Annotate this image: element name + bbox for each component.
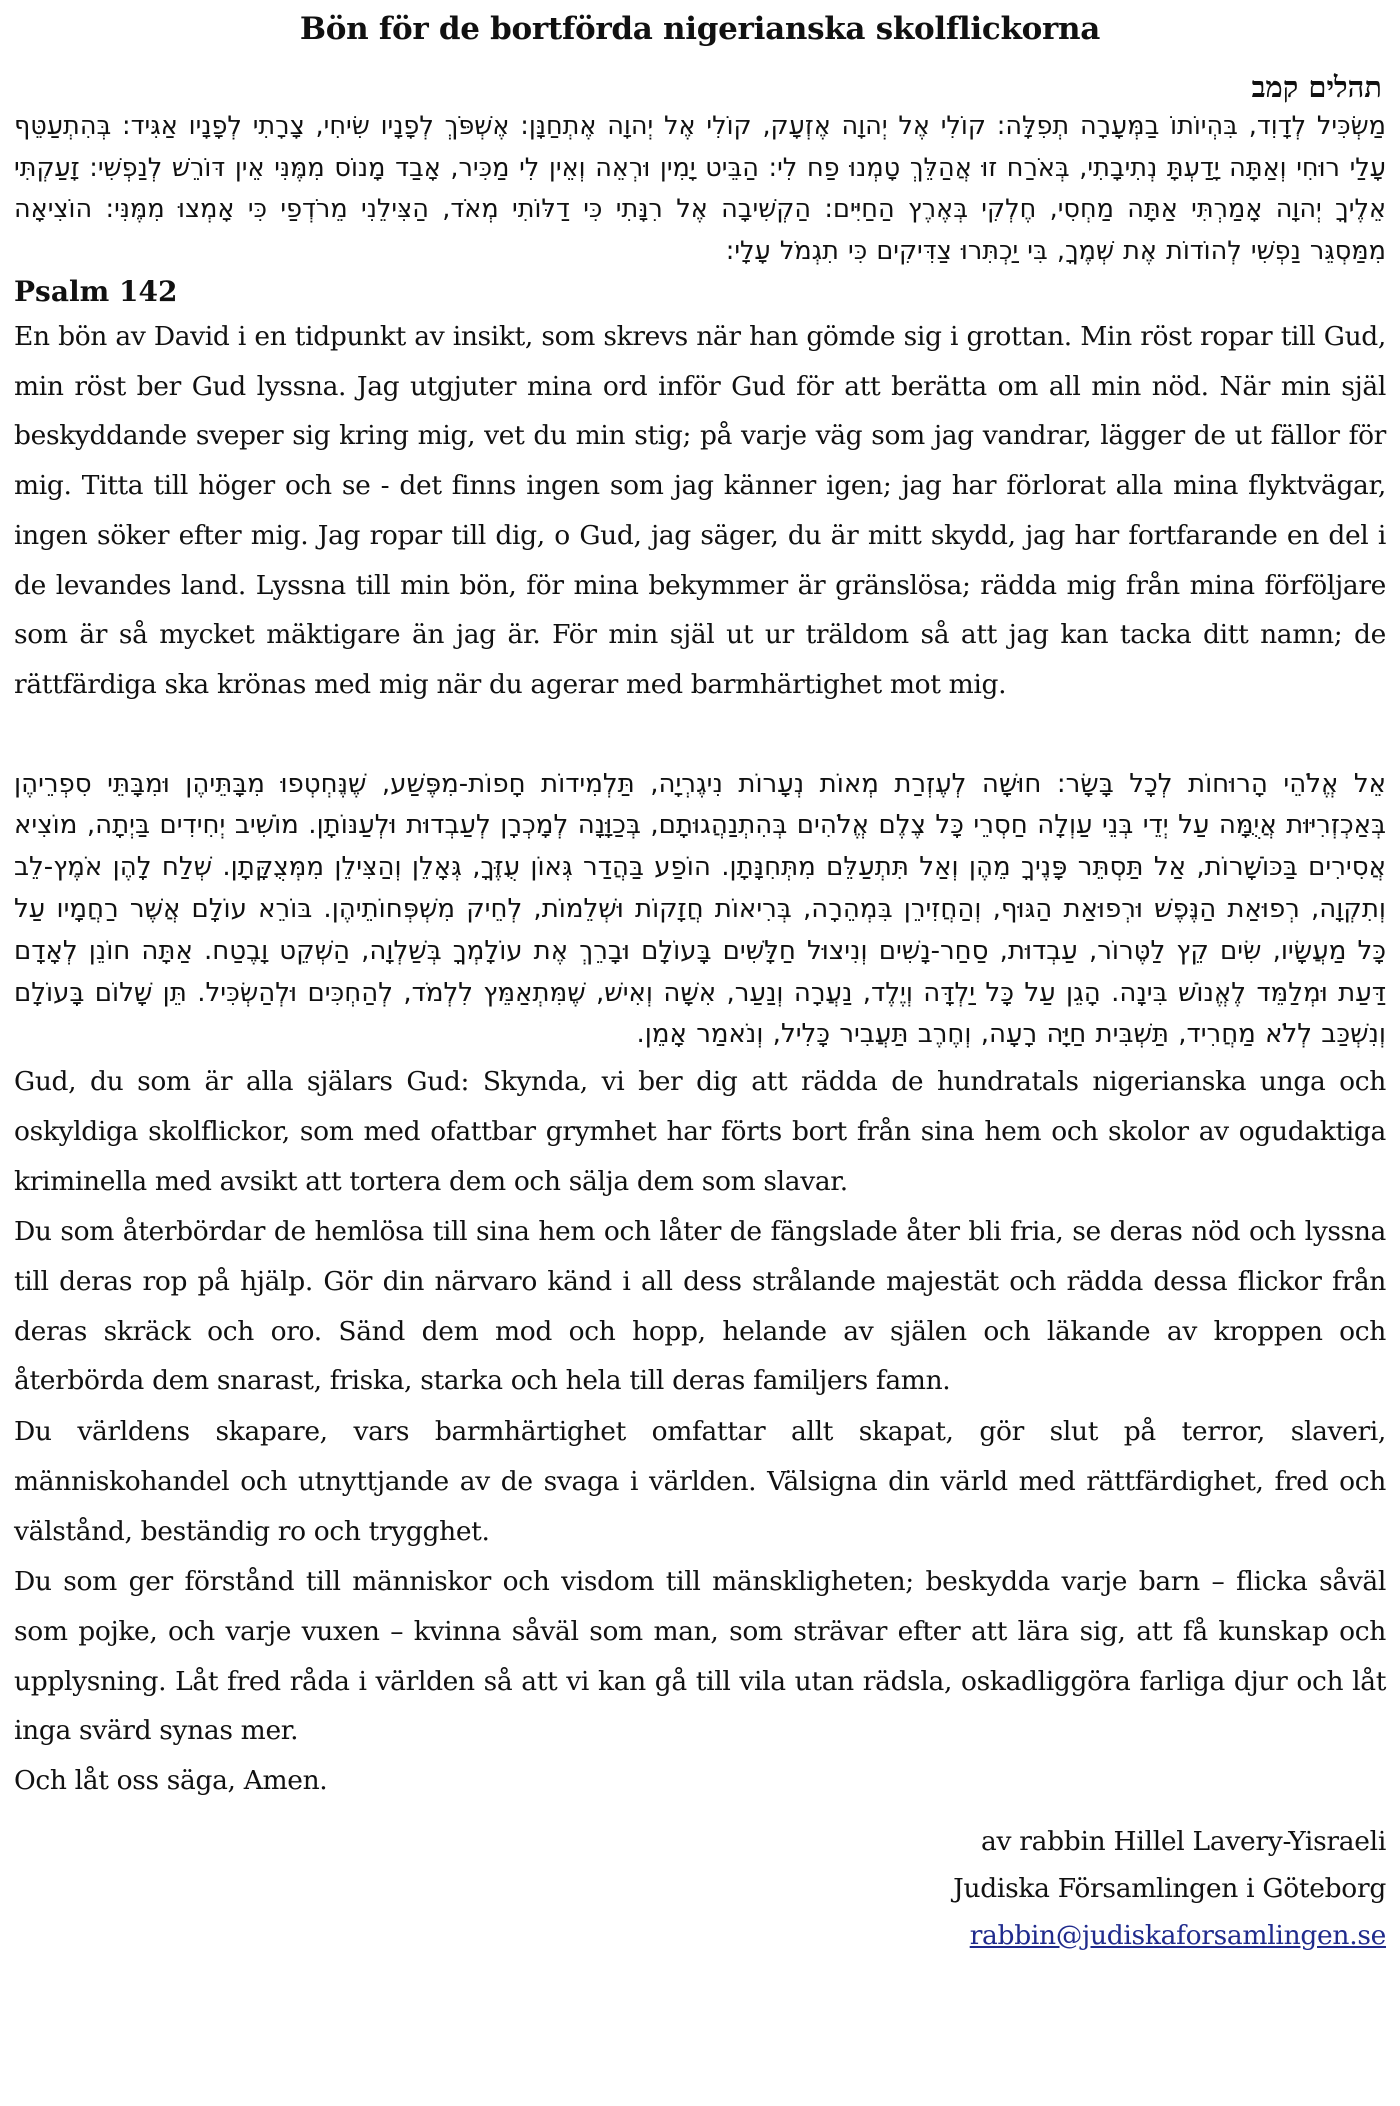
prayer-paragraph: Du som återbördar de hemlösa till sina hem och låter de fängslade åter bli fria, se deras nöd och lyssna till deras rop på hjälp. Gör din närvaro känd i all dess strålande majestät och rädda dessa flickor från deras skräck och oro. Sänd dem mod och hopp, helande av själen och läkande av kroppen och återbörda dem snarast, friska, starka och hela till deras familjers famn. [14,1216,1386,1397]
signature-organization: Judiska Församlingen i Göteborg [953,1872,1386,1904]
prayer-paragraph: Du som ger förstånd till människor och visdom till mänskligheten; beskydda varje barn – flicka såväl som pojke, och varje vuxen – kvinna såväl som man, som strävar efter att lära sig, att få kunskap och upplysning. Låt fred råda i världen så att vi kan gå till vila utan rädsla, oskadliggöra farliga djur och låt inga svärd synas mer. [14,1566,1386,1747]
signature-block [14,1818,1386,1959]
prayer-paragraph: Gud, du som är alla själars Gud: Skynda, vi ber dig att rädda de hundratals nigerianska unga och oskyldiga skolflickor, som med ofattbar grymhet har förts bort från sina hem och skolor av ogudaktiga kriminella med avsikt att tortera dem och sälja dem som slavar. [14,1066,1386,1197]
prayer-paragraph: Du världens skapare, vars barmhärtighet omfattar allt skapat, gör slut på terror, slaveri, människohandel och utnyttjande av de svaga i världen. Välsigna din värld med rättfärdighet, fred och välstånd, beständig ro och trygghet. [14,1416,1386,1547]
signature-author: av rabbin Hillel Lavery-Yisraeli [980,1825,1386,1857]
psalm-swedish-text: En bön av David i en tidpunkt av insikt, som skrevs när han gömde sig i grottan. Min röst ropar till Gud, min röst ber Gud lyssna. Jag utgjuter mina ord inför Gud för att berätta om all min nöd. När min själ beskyddande sveper sig kring mig, vet du min stig; på varje väg som jag vandrar, lägger de ut fällor för mig. Titta till höger och se - det finns ingen som jag känner igen; jag har förlorat alla mina flyktvägar, ingen söker efter mig. Jag ropar till dig, o Gud, jag säger, du är mitt skydd, jag har fortfarande en del i de levandes land. Lyssna till min bön, för mina bekymmer är gränslösa; rädda mig från mina förföljare som är så mycket mäktigare än jag är. För min själ ut ur träldom så att jag kan tacka ditt namn; de rättfärdiga ska krönas med mig när du agerar med barmhärtighet mot mig. [14,321,1386,700]
psalm-label: Psalm 142 [14,275,178,308]
prayer-closing: Och låt oss säga, Amen. [14,1765,328,1797]
psalm-hebrew-heading: תהלים קמב [1251,70,1382,104]
psalm-hebrew-text: מַשְׂכִּיל לְדָוִד, בִּהְיוֹתוֹ בַמְּעָרָה תְפִלָּה: קוֹלִי אֶל יְהוָה אֶזְעָק, קוֹלִי אֶל יְהוָה אֶתְחַנָּן: אֶשְׁפֹּךְ לְפָנָיו שִׂיחִי, צָרָתִי לְפָנָיו אַגִּיד: בְּהִתְעַטֵּף עָלַי רוּחִי וְאַתָּה יָדַעְתָּ נְתִיבָתִי, בְּאֹרַח זוּ אֲהַלֵּךְ טָמְנוּ פַח לִי: הַבֵּיט יָמִין וּרְאֵה וְאֵין לִי מַכִּיר, אָבַד מָנוֹס מִמֶּנִּי אֵין דּוֹרֵשׁ לְנַפְשִׁי: זָעַקְתִּי אֵלֶיךָ יְהוָה אָמַרְתִּי אַתָּה מַחְסִי, חֶלְקִי בְּאֶרֶץ הַחַיִּים: הַקְשִׁיבָה אֶל רִנָּתִי כִּי דַלּוֹתִי מְאֹד, הַצִּילֵנִי מֵרֹדְפַי כִּי אָמְצוּ מִמֶּנִּי: הוֹצִיאָה מִמַּסְגֵּר נַפְשִׁי לְהוֹדוֹת אֶת שְׁמֶךָ, בִּי יַכְתִּרוּ צַדִּיקִים כִּי תִגְמֹל עָלָי: [14,111,1386,266]
document-title: Bön för de bortförda nigerianska skolflickorna [299,11,1101,47]
psalm-section [14,68,1386,710]
prayer-hebrew-text: אֵל אֱלֹהֵי הָרוּחוֹת לְכָל בָּשָׂר: חוּשָׁה לְעֶזְרַת מְאוֹת נְעָרוֹת נִיגֶרְיָה, תַּלְמִידוֹת חָפוֹת-מִפֶּשַׁע, שֶׁנֶּחְטְפוּ מִבָּתֵּיהֶן וּמִבָּתֵּי סִפְרֵיהֶן בְּאַכְזְרִיּוּת אֲיֻמָּה עַל יְדֵי בְּנֵי עַוְלָה חַסְרֵי כָּל צֶלֶם אֱלֹהִים בְּהִתְנַהֲגוּתָם, בְּכַוָּנָה לְמָכְרָן לְעַבְדוּת וּלְעַנּוֹתָן. מוֹשִׁיב יְחִידִים בַּיְתָה, מוֹצִיא אֲסִירִים בַּכּוֹשָׁרוֹת, אַל תַּסְתֵּר פָּנֶיךָ מֵהֶן וְאַל תִּתְעַלֵּם מִתְּחִנָּתָן. הוֹפַע בַּהֲדַר גְּאוֹן עֻזֶּךָ, גְּאָלֵן וְהַצִּילֵן מִמְּצֻקָּתָן. שְׁלַח לָהֶן אֹמֶץ-לֵב וְתִקְוָה, רְפוּאַת הַנֶּפֶשׁ וּרְפוּאַת הַגּוּף, וְהַחֲזִירֵן בִּמְהֵרָה, בְּרִיאוֹת חֲזָקוֹת וּשְׁלֵמוֹת, לְחֵיק מִשְׁפְּחוֹתֵיהֶן. בּוֹרֵא עוֹלָם אֲשֶׁר רַחֲמָיו עַל כָּל מַעֲשָׂיו, שִׂים קֵץ לַטֶּרוֹר, עַבְדוּת, סַחַר-נָשִׁים וְנִיצוּל חַלָּשִׁים בָּעוֹלָם וּבָרֵךְ אֶת עוֹלָמְךָ בְּשַׁלְוָה, הַשְׁקֵט וָבֶטַח. אַתָּה חוֹנֵן לְאָדָם דַּעַת וּמְלַמֵּד לֶאֱנוֹשׁ בִּינָה. הָגֵן עַל כָּל יַלְדָּה וְיֶלֶד, נַעֲרָה וְנַעַר, אִשָּׁה וְאִישׁ, שֶׁמִּתְאַמֵּץ לִלְמֹד, לְהַחְכִּים וּלְהַשְׂכִּיל. תֵּן שָׁלוֹם בָּעוֹלָם וְנִשְׁכַּב לְלֹא מַחֲרִיד, תַּשְׁבִּית חַיָּה רָעָה, וְחֶרֶב תַּעֲבִיר כָּלִיל, וְנֹאמַר אָמֵן. [14,768,1386,1050]
prayer-section [14,764,1386,1806]
signature-email-link[interactable]: rabbin@judiskaforsamlingen.se [969,1919,1386,1951]
